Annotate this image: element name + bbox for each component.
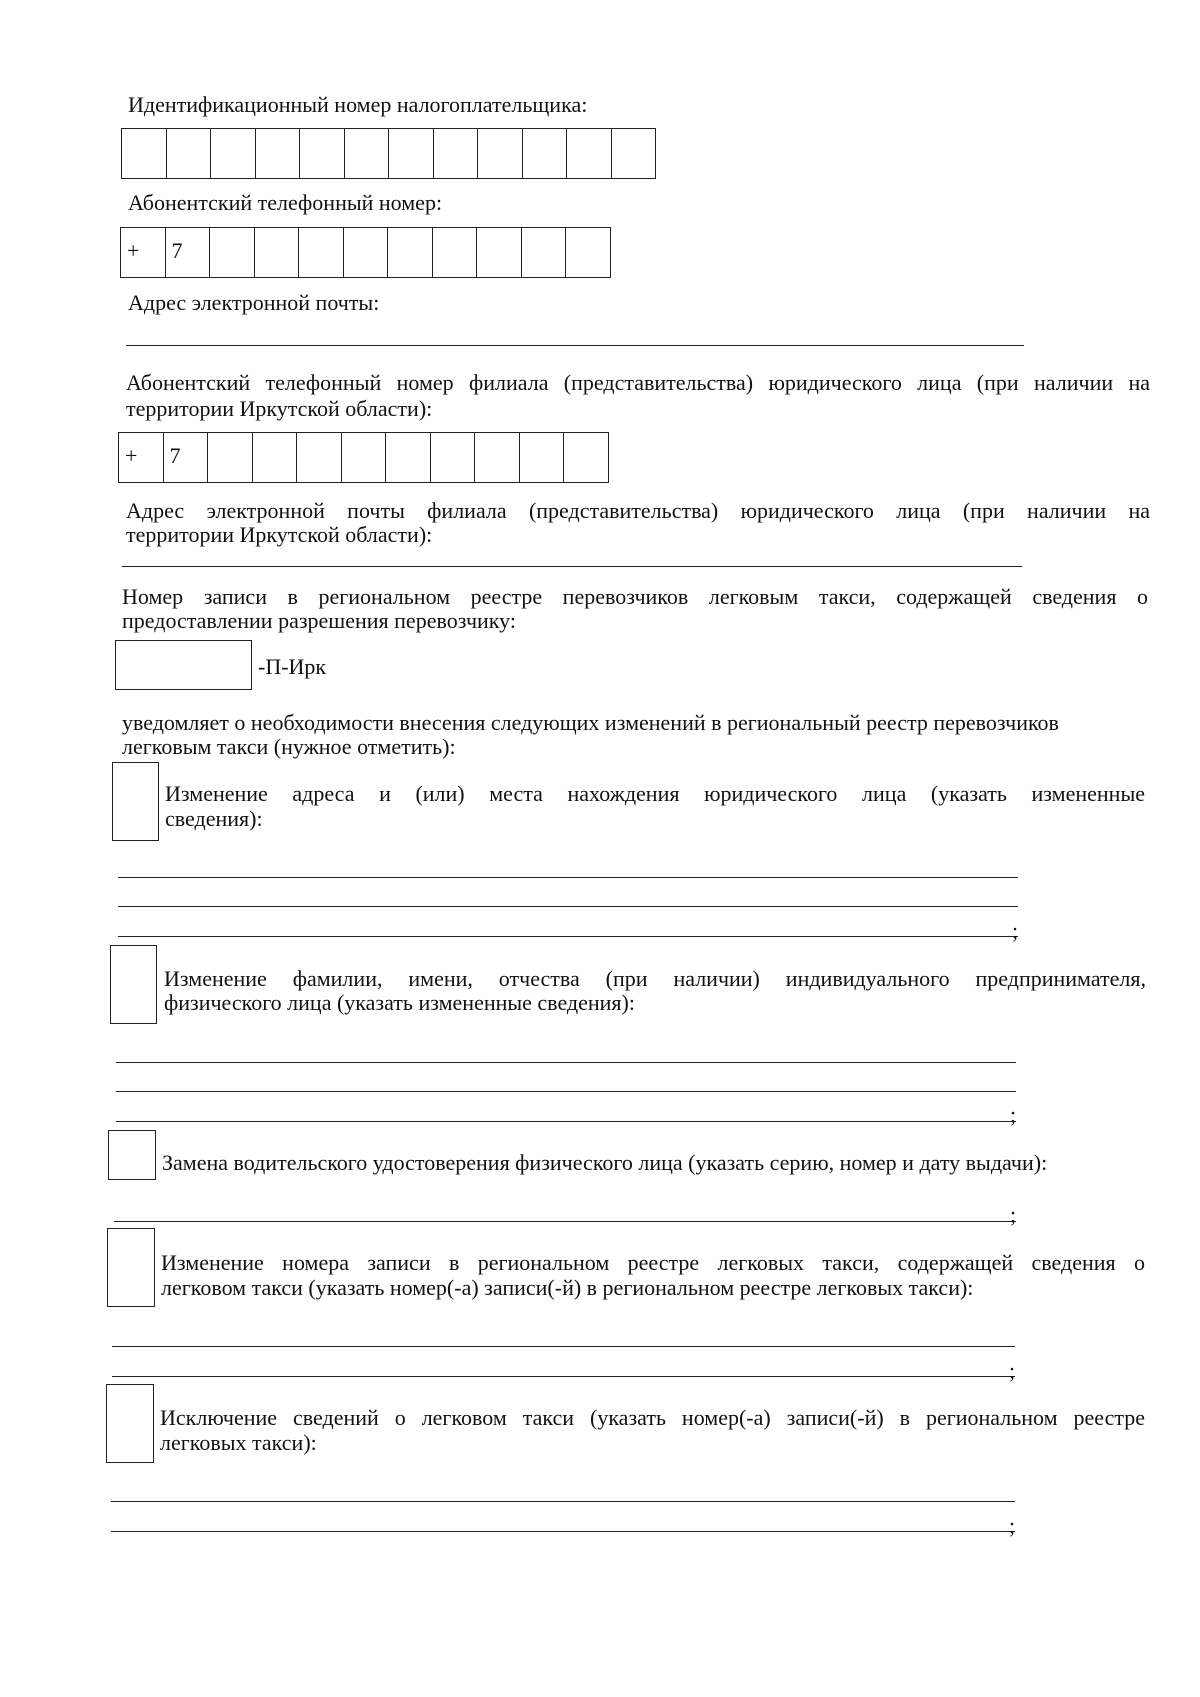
- notice-text: уведомляет о необходимости внесения следующих изменений в региональный реестр перевозчиков: [122, 710, 1059, 735]
- option-address-input-line[interactable]: [118, 936, 1018, 937]
- line-end-semicolon: ;: [1010, 1102, 1017, 1127]
- branch-phone-cell: +: [119, 433, 164, 482]
- option-address-input-line[interactable]: [118, 877, 1018, 878]
- branch-phone-cell[interactable]: [342, 433, 387, 482]
- inn-cell[interactable]: [478, 129, 523, 178]
- branch-phone-cell[interactable]: [564, 433, 609, 482]
- option-record-change-input-line[interactable]: [112, 1376, 1015, 1377]
- phone-cell[interactable]: [255, 228, 300, 277]
- phone-cell: 7: [166, 228, 211, 277]
- registry-record-input[interactable]: [115, 640, 252, 690]
- inn-cell[interactable]: [567, 129, 612, 178]
- inn-cell[interactable]: [345, 129, 390, 178]
- branch-phone-cell[interactable]: [431, 433, 476, 482]
- option-license-input-line[interactable]: [114, 1221, 1016, 1222]
- option-exclusion-checkbox[interactable]: [106, 1384, 154, 1463]
- inn-cell[interactable]: [389, 129, 434, 178]
- phone-cell[interactable]: [522, 228, 567, 277]
- email-label: Адрес электронной почты:: [128, 290, 380, 315]
- option-exclusion-label: Исключение сведений о легковом такси (указать номер(-а) записи(-й) в региональном реестре: [160, 1405, 1145, 1430]
- registry-record-label-cont: предоставлении разрешения перевозчику:: [122, 608, 516, 633]
- inn-cell[interactable]: [434, 129, 479, 178]
- inn-cell[interactable]: [300, 129, 345, 178]
- phone-cell[interactable]: [210, 228, 255, 277]
- option-name-checkbox[interactable]: [110, 945, 157, 1024]
- line-end-semicolon: ;: [1009, 1513, 1016, 1538]
- inn-cell[interactable]: [523, 129, 568, 178]
- option-name-input-line[interactable]: [116, 1121, 1016, 1122]
- option-address-label-cont: сведения):: [165, 806, 263, 831]
- branch-phone-cell[interactable]: [253, 433, 298, 482]
- option-address-label: Изменение адреса и (или) места нахождения юридического лица (указать измененные: [165, 781, 1145, 806]
- option-record-change-input-line[interactable]: [112, 1346, 1015, 1347]
- inn-cell[interactable]: [122, 129, 167, 178]
- inn-cell[interactable]: [167, 129, 212, 178]
- branch-email-label: Адрес электронной почты филиала (представительства) юридического лица (при наличии на: [126, 498, 1150, 523]
- option-exclusion-input-line[interactable]: [111, 1531, 1015, 1532]
- option-exclusion-label-cont: легковых такси):: [160, 1430, 317, 1455]
- inn-cells[interactable]: [121, 128, 656, 179]
- inn-label: Идентификационный номер налогоплательщика:: [128, 92, 588, 117]
- phone-cell[interactable]: [299, 228, 344, 277]
- branch-phone-cell[interactable]: [297, 433, 342, 482]
- option-record-change-checkbox[interactable]: [107, 1228, 155, 1307]
- phone-cell[interactable]: [433, 228, 478, 277]
- registry-record-label: Номер записи в региональном реестре перевозчиков легковым такси, содержащей сведения о: [122, 584, 1148, 609]
- branch-phone-cell[interactable]: [475, 433, 520, 482]
- line-end-semicolon: ;: [1012, 918, 1019, 943]
- phone-label: Абонентский телефонный номер:: [128, 190, 443, 215]
- branch-phone-cell: 7: [164, 433, 209, 482]
- branch-phone-label-cont: территории Иркутской области):: [126, 396, 433, 421]
- phone-cell[interactable]: [566, 228, 611, 277]
- option-name-label: Изменение фамилии, имени, отчества (при наличии) индивидуального предпринимателя,: [164, 966, 1146, 991]
- branch-phone-cells[interactable]: [118, 432, 609, 483]
- inn-cell[interactable]: [256, 129, 301, 178]
- line-end-semicolon: ;: [1009, 1358, 1016, 1383]
- branch-phone-cell[interactable]: [386, 433, 431, 482]
- inn-cell[interactable]: [211, 129, 256, 178]
- email-input-line[interactable]: [126, 345, 1024, 346]
- option-record-change-label: Изменение номера записи в региональном реестре легковых такси, содержащей сведения о: [161, 1250, 1145, 1275]
- phone-cell[interactable]: [344, 228, 389, 277]
- option-name-input-line[interactable]: [116, 1091, 1016, 1092]
- branch-email-label-cont: территории Иркутской области):: [126, 522, 433, 547]
- option-license-checkbox[interactable]: [108, 1130, 156, 1180]
- notice-text-cont: легковым такси (нужное отметить):: [122, 734, 456, 759]
- branch-phone-label: Абонентский телефонный номер филиала (представительства) юридического лица (при наличии на: [126, 370, 1150, 395]
- branch-phone-cell[interactable]: [520, 433, 565, 482]
- phone-cell[interactable]: [477, 228, 522, 277]
- registry-record-suffix: -П-Ирк: [258, 654, 327, 679]
- inn-cell[interactable]: [612, 129, 657, 178]
- branch-phone-cell[interactable]: [208, 433, 253, 482]
- option-record-change-label-cont: легковом такси (указать номер(-а) записи(-й) в региональном реестре легковых такси):: [161, 1275, 974, 1300]
- phone-cell[interactable]: [388, 228, 433, 277]
- option-license-label: Замена водительского удостоверения физического лица (указать серию, номер и дату выдачи):: [162, 1150, 1048, 1175]
- option-exclusion-input-line[interactable]: [111, 1501, 1015, 1502]
- phone-cells[interactable]: [120, 227, 611, 278]
- phone-cell: +: [121, 228, 166, 277]
- option-address-input-line[interactable]: [118, 906, 1018, 907]
- branch-email-input-line[interactable]: [122, 566, 1022, 567]
- option-address-checkbox[interactable]: [112, 762, 159, 841]
- option-name-input-line[interactable]: [116, 1062, 1016, 1063]
- line-end-semicolon: ;: [1010, 1202, 1017, 1227]
- option-name-label-cont: физического лица (указать измененные сведения):: [164, 990, 635, 1015]
